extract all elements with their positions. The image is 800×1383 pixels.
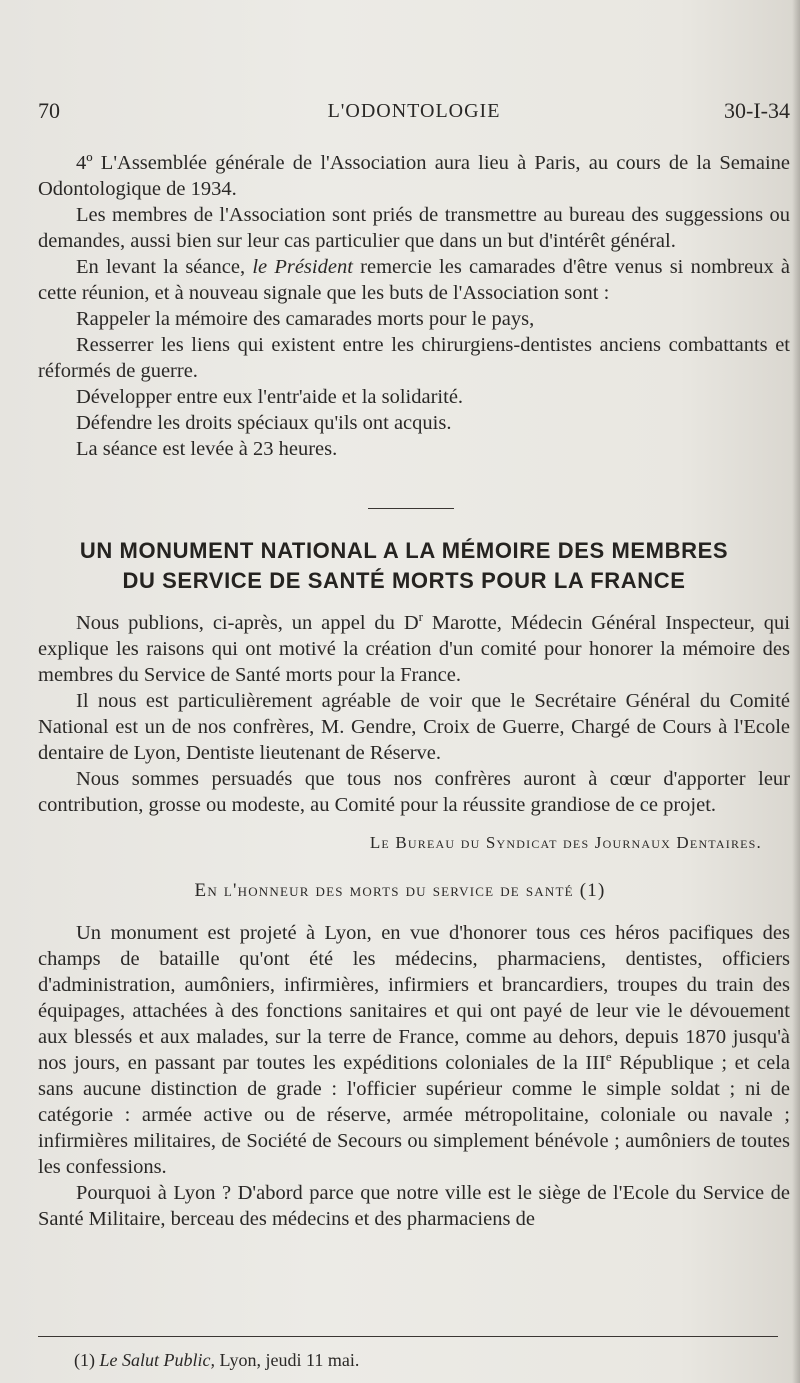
paragraph: Défendre les droits spéciaux qu'ils ont acquis.: [76, 412, 452, 434]
paragraph: Nous sommes persuadés que tous nos confrères auront à cœur d'apporter leur contribution, grosse ou modeste, au Comité pour la réussite grandiose de ce projet.: [38, 768, 790, 816]
paragraph: Rappeler la mémoire des camarades morts pour le pays,: [76, 308, 535, 330]
text-run: En levant la séance,: [76, 256, 246, 278]
paragraph: Pourquoi à Lyon ? D'abord parce que notre ville est le siège de l'Ecole du Service de Santé Militaire, berceau des médecins et des pharmaciens de: [38, 1182, 790, 1230]
paragraph: Il nous est particulièrement agréable de voir que le Secrétaire Général du Comité National est un de nos confrères, M. Gendre, Croix de Guerre, Chargé de Cours à l'Ecole dentaire de Lyon, Dentiste lieutenant de Réserve.: [38, 690, 790, 764]
text-run: République ; et cela sans aucune distinction de grade : l'officier supérieur comme le simple soldat ; ni de catégorie : armée active ou de réserve, armée métropolitaine, coloniale ou navale ; infirmières militaires, de Société de Secours ou simplement bénévole ; aumôniers de toutes les confessions.: [38, 1052, 790, 1178]
footnote-marker: (1): [74, 1350, 95, 1370]
footnote-text: Lyon, jeudi 11 mai.: [219, 1350, 360, 1370]
text-run: remercie les camarades d'être venus si nombreux à cette réunion, et à nouveau signale que les buts de l'Association sont :: [38, 256, 791, 304]
footnote: [74, 1350, 359, 1371]
paragraph: La séance est levée à 23 heures.: [76, 438, 338, 460]
running-header: [38, 98, 790, 128]
title-line: UN MONUMENT NATIONAL A LA MÉMOIRE DES MEMBRES: [79, 538, 729, 563]
role-name: le Président: [252, 256, 353, 278]
paragraph: Resserrer les liens qui existent entre les chirurgiens-dentistes anciens combattants et réformés de guerre.: [38, 334, 790, 382]
paragraph: [38, 920, 790, 1180]
paragraph: [38, 254, 790, 306]
association-minutes: [38, 150, 790, 462]
section-separator: [368, 508, 454, 509]
article-body: [38, 920, 790, 1232]
issue-date: 30-I-34: [724, 98, 790, 123]
paragraph: Développer entre eux l'entr'aide et la solidarité.: [76, 386, 464, 408]
signature: Le Bureau du Syndicat des Journaux Dentaires.: [369, 833, 762, 852]
page-edge-shadow: [792, 0, 800, 1383]
text-run: Un monument est projeté à Lyon, en vue d'honorer tous ces héros pacifiques des champs de bataille qu'ont été les médecins, pharmaciens, dentistes, officiers d'administration, aumôniers, infirmières, infirmiers et brancardiers, troupes du train des équipages, attachées à des fonctions sanitaires et qui ont payé de leur vie le dévouement aux blessés et aux malades, sur la terre de France, comme au dehors, depuis 1870 jusqu'à nos jours, en passant par toutes les expéditions coloniales de la III: [38, 922, 790, 1074]
superscript: r: [418, 609, 423, 625]
footnote-rule: [38, 1336, 778, 1337]
footnote-source: Le Salut Public,: [99, 1350, 215, 1370]
superscript: e: [605, 1049, 612, 1065]
paragraph: 4º L'Assemblée générale de l'Association aura lieu à Paris, au cours de la Semaine Odontologique de 1934.: [38, 152, 790, 200]
article-title: [20, 536, 788, 596]
journal-title: L'ODONTOLOGIE: [327, 100, 501, 122]
title-line: DU SERVICE DE SANTÉ MORTS POUR LA FRANCE: [122, 568, 686, 593]
paragraph: [38, 610, 790, 688]
paragraph: Les membres de l'Association sont priés de transmettre au bureau des suggessions ou demandes, aussi bien sur leur cas particulier que dans un but d'intérêt général.: [38, 204, 790, 252]
page-number: 70: [38, 98, 60, 123]
editorial-intro: [38, 610, 790, 818]
text-run: Marotte, Médecin Général Inspecteur, qui explique les raisons qui ont motivé la création d'un comité pour honorer la mémoire des membres du Service de Santé morts pour la France.: [38, 612, 790, 686]
section-subtitle: En l'honneur des morts du service de santé (1): [194, 880, 606, 901]
text-run: Nous publions, ci-après, un appel du D: [76, 612, 419, 634]
